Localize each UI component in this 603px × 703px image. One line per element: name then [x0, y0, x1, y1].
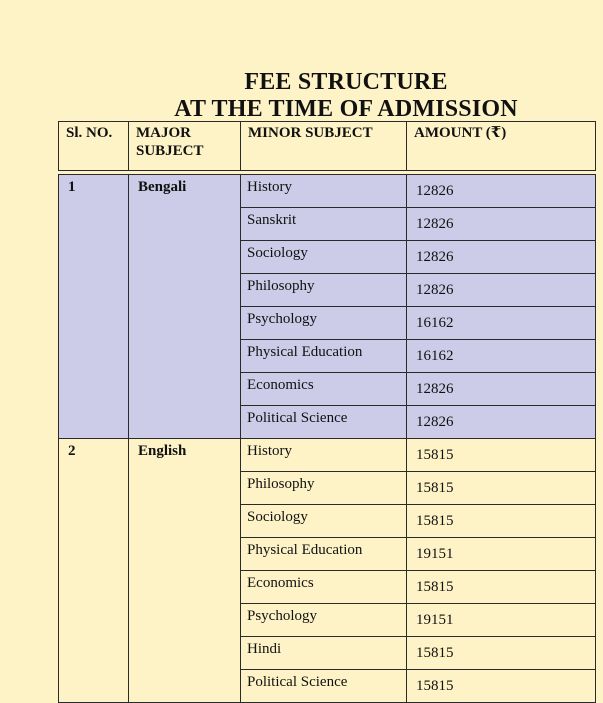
amount-cell: 15815	[407, 637, 596, 670]
group-english	[59, 439, 596, 703]
minor-subject-cell: Political Science	[241, 406, 407, 439]
table-row	[59, 439, 596, 472]
group-bengali	[59, 175, 596, 439]
major-subject-cell: Bengali	[129, 175, 241, 439]
minor-subject-cell: Sociology	[241, 505, 407, 538]
amount-cell: 12826	[407, 406, 596, 439]
minor-subject-cell: History	[241, 439, 407, 472]
fee-table	[58, 121, 596, 703]
minor-subject-cell: Psychology	[241, 604, 407, 637]
sl-no-cell: 1	[59, 175, 129, 439]
header-amount: AMOUNT (₹)	[407, 122, 596, 171]
minor-subject-cell: Sociology	[241, 241, 407, 274]
minor-subject-cell: Physical Education	[241, 538, 407, 571]
minor-subject-cell: Philosophy	[241, 472, 407, 505]
sl-no-cell: 2	[59, 439, 129, 703]
page-subtitle: AT THE TIME OF ADMISSION	[174, 96, 518, 122]
amount-cell: 15815	[407, 472, 596, 505]
amount-cell: 12826	[407, 373, 596, 406]
page-title: FEE STRUCTURE	[244, 69, 448, 95]
header-sl-no: Sl. NO.	[59, 122, 129, 171]
amount-cell: 19151	[407, 604, 596, 637]
minor-subject-cell: Psychology	[241, 307, 407, 340]
table-header-row	[59, 122, 596, 171]
header-minor-subject: MINOR SUBJECT	[241, 122, 407, 171]
amount-cell: 16162	[407, 307, 596, 340]
amount-cell: 15815	[407, 439, 596, 472]
amount-cell: 15815	[407, 571, 596, 604]
amount-cell: 19151	[407, 538, 596, 571]
amount-cell: 15815	[407, 670, 596, 703]
amount-cell: 12826	[407, 175, 596, 208]
minor-subject-cell: Economics	[241, 373, 407, 406]
minor-subject-cell: Physical Education	[241, 340, 407, 373]
minor-subject-cell: Sanskrit	[241, 208, 407, 241]
minor-subject-cell: Economics	[241, 571, 407, 604]
amount-cell: 16162	[407, 340, 596, 373]
major-subject-cell: English	[129, 439, 241, 703]
table-row	[59, 175, 596, 208]
amount-cell: 12826	[407, 274, 596, 307]
minor-subject-cell: History	[241, 175, 407, 208]
minor-subject-cell: Political Science	[241, 670, 407, 703]
amount-cell: 15815	[407, 505, 596, 538]
amount-cell: 12826	[407, 208, 596, 241]
amount-cell: 12826	[407, 241, 596, 274]
minor-subject-cell: Hindi	[241, 637, 407, 670]
minor-subject-cell: Philosophy	[241, 274, 407, 307]
header-major-subject: MAJOR SUBJECT	[129, 122, 241, 171]
